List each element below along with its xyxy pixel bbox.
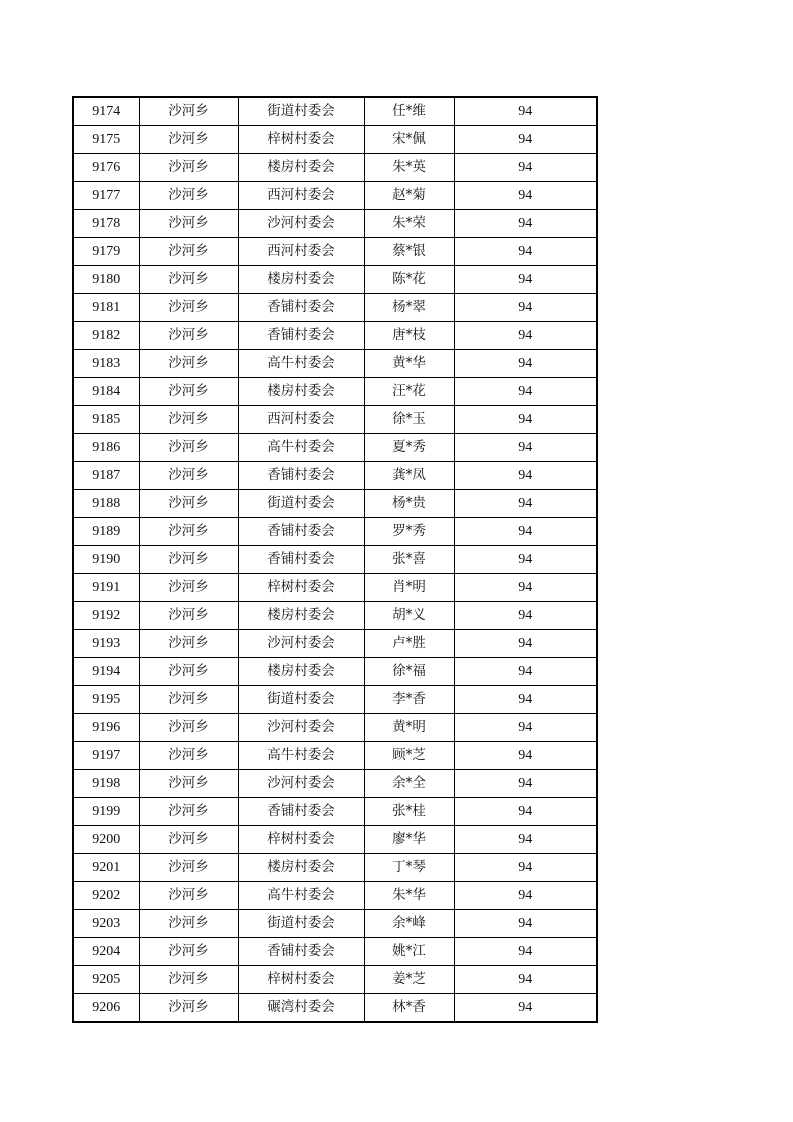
score-cell: 94 (454, 97, 597, 126)
name-cell: 朱*华 (364, 882, 454, 910)
score-cell: 94 (454, 182, 597, 210)
village-cell: 西河村委会 (238, 406, 364, 434)
name-cell: 姜*芝 (364, 966, 454, 994)
row-number-cell: 9184 (73, 378, 139, 406)
score-cell: 94 (454, 602, 597, 630)
table-row (73, 350, 597, 378)
table-row (73, 406, 597, 434)
score-cell: 94 (454, 826, 597, 854)
table-row (73, 518, 597, 546)
township-cell: 沙河乡 (139, 546, 238, 574)
name-cell: 张*桂 (364, 798, 454, 826)
row-number-cell: 9176 (73, 154, 139, 182)
score-cell: 94 (454, 378, 597, 406)
village-cell: 西河村委会 (238, 182, 364, 210)
row-number-cell: 9194 (73, 658, 139, 686)
score-cell: 94 (454, 294, 597, 322)
name-cell: 唐*枝 (364, 322, 454, 350)
village-cell: 沙河村委会 (238, 210, 364, 238)
score-cell: 94 (454, 518, 597, 546)
row-number-cell: 9179 (73, 238, 139, 266)
table-row (73, 910, 597, 938)
score-cell: 94 (454, 406, 597, 434)
table-row (73, 322, 597, 350)
village-cell: 高牛村委会 (238, 742, 364, 770)
name-cell: 卢*胜 (364, 630, 454, 658)
table-row (73, 294, 597, 322)
village-cell: 楼房村委会 (238, 602, 364, 630)
township-cell: 沙河乡 (139, 658, 238, 686)
township-cell: 沙河乡 (139, 630, 238, 658)
township-cell: 沙河乡 (139, 742, 238, 770)
village-cell: 香铺村委会 (238, 322, 364, 350)
name-cell: 肖*明 (364, 574, 454, 602)
township-cell: 沙河乡 (139, 154, 238, 182)
township-cell: 沙河乡 (139, 518, 238, 546)
village-cell: 香铺村委会 (238, 462, 364, 490)
score-cell: 94 (454, 210, 597, 238)
row-number-cell: 9177 (73, 182, 139, 210)
village-cell: 沙河村委会 (238, 630, 364, 658)
roster-table-body (73, 97, 597, 1022)
township-cell: 沙河乡 (139, 882, 238, 910)
row-number-cell: 9199 (73, 798, 139, 826)
village-cell: 高牛村委会 (238, 882, 364, 910)
score-cell: 94 (454, 630, 597, 658)
row-number-cell: 9197 (73, 742, 139, 770)
score-cell: 94 (454, 742, 597, 770)
table-row (73, 994, 597, 1023)
township-cell: 沙河乡 (139, 574, 238, 602)
village-cell: 梓树村委会 (238, 826, 364, 854)
row-number-cell: 9193 (73, 630, 139, 658)
table-row (73, 826, 597, 854)
township-cell: 沙河乡 (139, 294, 238, 322)
township-cell: 沙河乡 (139, 938, 238, 966)
score-cell: 94 (454, 714, 597, 742)
township-cell: 沙河乡 (139, 770, 238, 798)
table-row (73, 938, 597, 966)
village-cell: 楼房村委会 (238, 154, 364, 182)
table-row (73, 602, 597, 630)
township-cell: 沙河乡 (139, 350, 238, 378)
name-cell: 黄*华 (364, 350, 454, 378)
table-row (73, 490, 597, 518)
village-cell: 街道村委会 (238, 490, 364, 518)
table-row (73, 154, 597, 182)
row-number-cell: 9196 (73, 714, 139, 742)
table-row (73, 882, 597, 910)
township-cell: 沙河乡 (139, 406, 238, 434)
score-cell: 94 (454, 154, 597, 182)
row-number-cell: 9204 (73, 938, 139, 966)
score-cell: 94 (454, 910, 597, 938)
score-cell: 94 (454, 238, 597, 266)
township-cell: 沙河乡 (139, 854, 238, 882)
score-cell: 94 (454, 574, 597, 602)
name-cell: 宋*佩 (364, 126, 454, 154)
score-cell: 94 (454, 322, 597, 350)
village-cell: 碾湾村委会 (238, 994, 364, 1023)
score-cell: 94 (454, 938, 597, 966)
row-number-cell: 9182 (73, 322, 139, 350)
table-row (73, 546, 597, 574)
table-row (73, 966, 597, 994)
row-number-cell: 9180 (73, 266, 139, 294)
name-cell: 朱*英 (364, 154, 454, 182)
table-row (73, 182, 597, 210)
township-cell: 沙河乡 (139, 266, 238, 294)
score-cell: 94 (454, 266, 597, 294)
row-number-cell: 9203 (73, 910, 139, 938)
row-number-cell: 9188 (73, 490, 139, 518)
row-number-cell: 9174 (73, 97, 139, 126)
name-cell: 丁*琴 (364, 854, 454, 882)
village-cell: 沙河村委会 (238, 770, 364, 798)
row-number-cell: 9202 (73, 882, 139, 910)
row-number-cell: 9190 (73, 546, 139, 574)
table-row (73, 574, 597, 602)
name-cell: 陈*花 (364, 266, 454, 294)
name-cell: 廖*华 (364, 826, 454, 854)
row-number-cell: 9192 (73, 602, 139, 630)
row-number-cell: 9181 (73, 294, 139, 322)
name-cell: 杨*贵 (364, 490, 454, 518)
score-cell: 94 (454, 546, 597, 574)
village-cell: 街道村委会 (238, 686, 364, 714)
village-cell: 楼房村委会 (238, 378, 364, 406)
township-cell: 沙河乡 (139, 322, 238, 350)
name-cell: 顾*芝 (364, 742, 454, 770)
village-cell: 街道村委会 (238, 910, 364, 938)
row-number-cell: 9175 (73, 126, 139, 154)
table-row (73, 686, 597, 714)
row-number-cell: 9178 (73, 210, 139, 238)
table-row (73, 378, 597, 406)
village-cell: 梓树村委会 (238, 966, 364, 994)
village-cell: 香铺村委会 (238, 546, 364, 574)
township-cell: 沙河乡 (139, 126, 238, 154)
score-cell: 94 (454, 686, 597, 714)
table-row (73, 630, 597, 658)
score-cell: 94 (454, 462, 597, 490)
village-cell: 香铺村委会 (238, 518, 364, 546)
name-cell: 夏*秀 (364, 434, 454, 462)
township-cell: 沙河乡 (139, 798, 238, 826)
table-row (73, 238, 597, 266)
township-cell: 沙河乡 (139, 182, 238, 210)
name-cell: 黄*明 (364, 714, 454, 742)
score-cell: 94 (454, 966, 597, 994)
table-row (73, 770, 597, 798)
score-cell: 94 (454, 854, 597, 882)
name-cell: 徐*福 (364, 658, 454, 686)
name-cell: 朱*荣 (364, 210, 454, 238)
row-number-cell: 9195 (73, 686, 139, 714)
roster-table (72, 96, 598, 1023)
village-cell: 香铺村委会 (238, 294, 364, 322)
township-cell: 沙河乡 (139, 602, 238, 630)
village-cell: 街道村委会 (238, 97, 364, 126)
name-cell: 罗*秀 (364, 518, 454, 546)
score-cell: 94 (454, 882, 597, 910)
name-cell: 汪*花 (364, 378, 454, 406)
table-row (73, 462, 597, 490)
score-cell: 94 (454, 490, 597, 518)
township-cell: 沙河乡 (139, 826, 238, 854)
name-cell: 张*喜 (364, 546, 454, 574)
table-row (73, 742, 597, 770)
township-cell: 沙河乡 (139, 210, 238, 238)
table-row (73, 854, 597, 882)
table-row (73, 266, 597, 294)
township-cell: 沙河乡 (139, 462, 238, 490)
row-number-cell: 9185 (73, 406, 139, 434)
village-cell: 西河村委会 (238, 238, 364, 266)
row-number-cell: 9200 (73, 826, 139, 854)
township-cell: 沙河乡 (139, 97, 238, 126)
township-cell: 沙河乡 (139, 434, 238, 462)
village-cell: 高牛村委会 (238, 434, 364, 462)
township-cell: 沙河乡 (139, 994, 238, 1023)
township-cell: 沙河乡 (139, 966, 238, 994)
name-cell: 徐*玉 (364, 406, 454, 434)
row-number-cell: 9191 (73, 574, 139, 602)
village-cell: 沙河村委会 (238, 714, 364, 742)
score-cell: 94 (454, 658, 597, 686)
name-cell: 姚*江 (364, 938, 454, 966)
village-cell: 楼房村委会 (238, 854, 364, 882)
township-cell: 沙河乡 (139, 686, 238, 714)
score-cell: 94 (454, 126, 597, 154)
row-number-cell: 9189 (73, 518, 139, 546)
score-cell: 94 (454, 350, 597, 378)
score-cell: 94 (454, 770, 597, 798)
table-row (73, 714, 597, 742)
table-row (73, 210, 597, 238)
table-row (73, 658, 597, 686)
name-cell: 蔡*银 (364, 238, 454, 266)
village-cell: 梓树村委会 (238, 126, 364, 154)
row-number-cell: 9206 (73, 994, 139, 1023)
table-row (73, 126, 597, 154)
township-cell: 沙河乡 (139, 910, 238, 938)
row-number-cell: 9198 (73, 770, 139, 798)
table-row (73, 798, 597, 826)
name-cell: 赵*菊 (364, 182, 454, 210)
row-number-cell: 9186 (73, 434, 139, 462)
village-cell: 香铺村委会 (238, 938, 364, 966)
village-cell: 楼房村委会 (238, 658, 364, 686)
score-cell: 94 (454, 798, 597, 826)
name-cell: 胡*义 (364, 602, 454, 630)
township-cell: 沙河乡 (139, 490, 238, 518)
name-cell: 李*香 (364, 686, 454, 714)
village-cell: 香铺村委会 (238, 798, 364, 826)
village-cell: 高牛村委会 (238, 350, 364, 378)
name-cell: 杨*翠 (364, 294, 454, 322)
township-cell: 沙河乡 (139, 238, 238, 266)
township-cell: 沙河乡 (139, 714, 238, 742)
village-cell: 楼房村委会 (238, 266, 364, 294)
name-cell: 余*全 (364, 770, 454, 798)
row-number-cell: 9187 (73, 462, 139, 490)
name-cell: 龚*凤 (364, 462, 454, 490)
township-cell: 沙河乡 (139, 378, 238, 406)
row-number-cell: 9205 (73, 966, 139, 994)
row-number-cell: 9183 (73, 350, 139, 378)
score-cell: 94 (454, 434, 597, 462)
table-row (73, 434, 597, 462)
score-cell: 94 (454, 994, 597, 1023)
name-cell: 林*香 (364, 994, 454, 1023)
table-row (73, 97, 597, 126)
row-number-cell: 9201 (73, 854, 139, 882)
village-cell: 梓树村委会 (238, 574, 364, 602)
name-cell: 余*峰 (364, 910, 454, 938)
name-cell: 任*维 (364, 97, 454, 126)
